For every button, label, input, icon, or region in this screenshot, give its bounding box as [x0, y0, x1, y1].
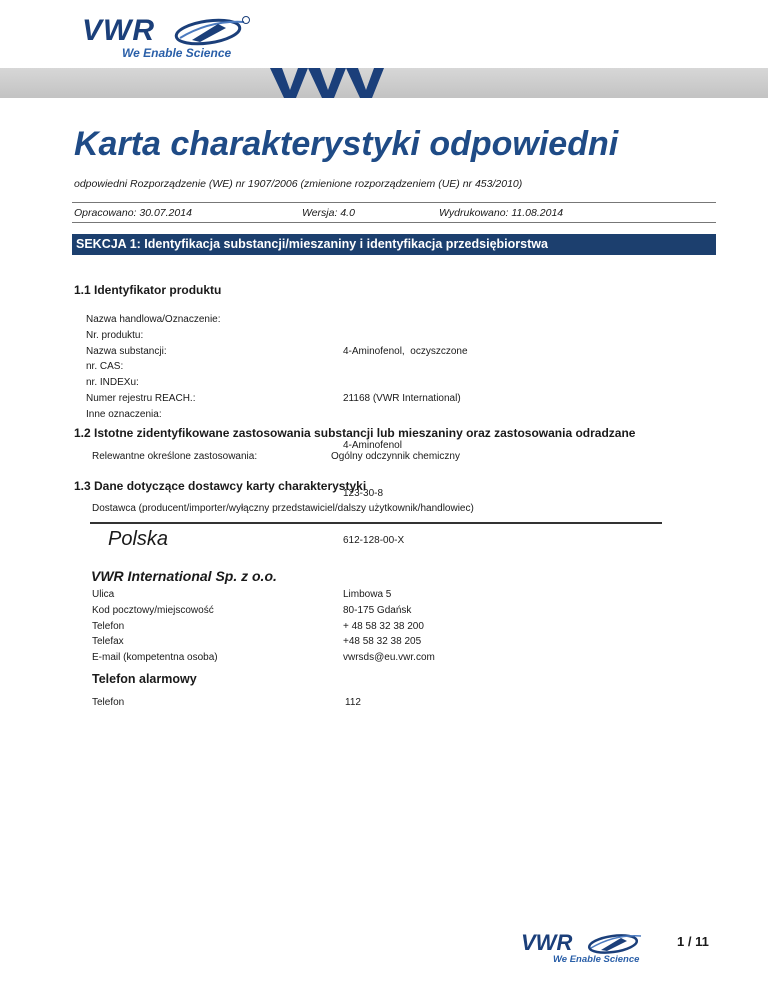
- value-street: Limbowa 5: [343, 589, 392, 600]
- contact-values: [343, 587, 435, 666]
- prepared-date: Opracowano: 30.07.2014: [74, 207, 192, 219]
- product-id-labels: [86, 312, 221, 423]
- heading-1-1: 1.1 Identyfikator produktu: [74, 283, 222, 297]
- label-fax: Telefax: [92, 636, 124, 648]
- value-cas: 123-30-8: [343, 487, 384, 499]
- value-relevant-uses: Ogólny odczynnik chemiczny: [331, 451, 460, 462]
- value-phone: + 48 58 32 38 200: [343, 620, 424, 632]
- supplier-note: Dostawca (producent/importer/wyłączny przedstawiciel/dalszy użytkownik/handlowiec): [92, 503, 474, 514]
- footer-logo-wordmark: VWR: [521, 930, 573, 955]
- supplier-divider: [90, 522, 662, 524]
- logo-tagline: We Enable Science: [122, 46, 232, 60]
- section-1-header: SEKCJA 1: Identyfikacja substancji/mieszaniny i identyfikacja przedsiębiorstwa: [72, 234, 716, 255]
- contact-labels: [92, 587, 218, 666]
- printed-date: Wydrukowano: 11.08.2014: [439, 207, 564, 219]
- value-postal: 80-175 Gdańsk: [343, 604, 412, 616]
- value-product-no: 21168 (VWR International): [343, 392, 461, 404]
- value-fax: +48 58 32 38 205: [343, 636, 422, 648]
- label-phone: Telefon: [92, 620, 125, 632]
- label-street: Ulica: [92, 589, 115, 600]
- label-cas: nr. CAS:: [86, 361, 124, 373]
- label-postal: Kod pocztowy/miejscowość: [92, 604, 214, 616]
- emergency-heading: Telefon alarmowy: [92, 672, 197, 686]
- company-name: VWR International Sp. z o.o.: [91, 568, 277, 584]
- value-email[interactable]: vwrsds@eu.vwr.com: [343, 652, 435, 664]
- divider-bottom: [72, 222, 716, 223]
- page-number: 1 / 11: [677, 934, 709, 949]
- document-subtitle: odpowiedni Rozporządzenie (WE) nr 1907/2006 (zmienione rozporządzeniem (UE) nr 453/2010): [74, 178, 523, 190]
- label-relevant-uses: Relewantne określone zastosowania:: [92, 451, 258, 462]
- label-email: E-mail (kompetentna osoba): [92, 652, 218, 664]
- label-index: nr. INDEXu:: [86, 377, 139, 389]
- footer-logo-swoosh-icon: [585, 930, 647, 956]
- chevron-pattern-icon: [268, 68, 390, 98]
- footer-logo-tagline: We Enable Science: [553, 954, 640, 965]
- emergency-value: 112: [345, 697, 361, 708]
- logo-wordmark: VWR: [82, 14, 155, 47]
- value-index: 612-128-00-X: [343, 535, 405, 547]
- label-reach: Numer rejestru REACH.:: [86, 392, 196, 404]
- label-other: Inne oznaczenia:: [86, 408, 162, 420]
- document-title: Karta charakterystyki odpowiedni: [74, 125, 619, 163]
- emergency-label: Telefon: [92, 697, 125, 708]
- heading-1-3: 1.3 Dane dotyczące dostawcy karty charakterystyki: [74, 479, 367, 493]
- value-substance-name: 4-Aminofenol: [343, 440, 402, 452]
- country-name: Polska: [108, 528, 169, 550]
- label-trade-name: Nazwa handlowa/Oznaczenie:: [86, 314, 221, 325]
- divider-top: [72, 202, 716, 203]
- logo-swoosh-icon: [170, 14, 252, 48]
- vwr-logo: [82, 14, 252, 64]
- heading-1-2: 1.2 Istotne zidentyfikowane zastosowania substancji lub mieszaniny oraz zastosowania odradzane: [74, 426, 636, 440]
- label-substance-name: Nazwa substancji:: [86, 345, 167, 357]
- value-trade-name: 4-Aminofenol, oczyszczone: [343, 345, 468, 357]
- footer-vwr-logo: [521, 930, 661, 970]
- version: Wersja: 4.0: [302, 207, 355, 219]
- label-product-no: Nr. produktu:: [86, 329, 144, 341]
